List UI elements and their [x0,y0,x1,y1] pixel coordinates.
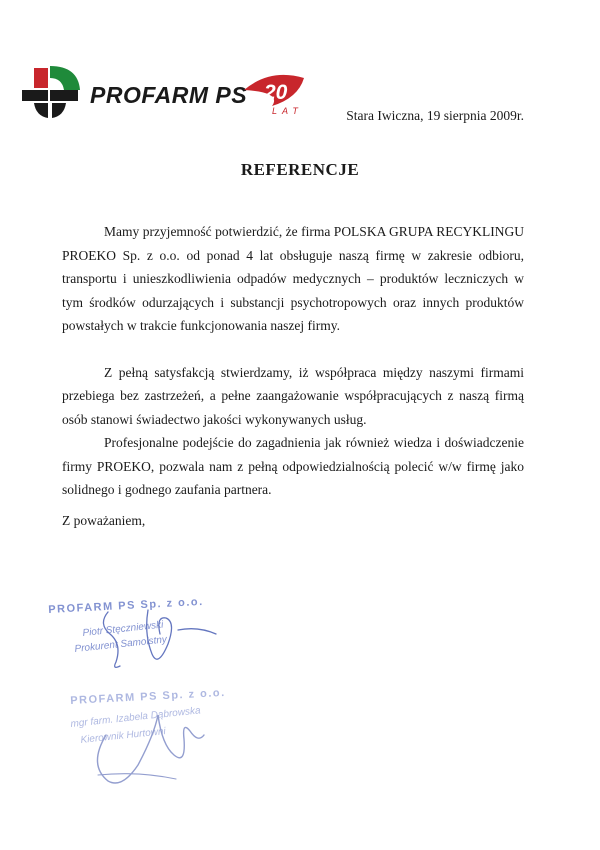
paragraph-3: Profesjonalne podejście do zagadnienia jak również wiedza i doświadczenie firmy PROEKO, pozwala nam z pełną odpowiedzialnością polecić w/w firmę jako solidnego i godnego zaufania partnera. [62,435,524,497]
cross-logo-icon [20,62,84,122]
signature-2-icon [58,695,278,790]
brand-name: PROFARM PS [90,82,248,108]
company-stamp-2 [58,686,278,790]
stamp-2-name: mgr farm. Izabela Dąbrowska [70,705,202,730]
closing-salutation: Z poważaniem, [62,513,146,528]
letter-body [62,220,524,502]
stamp-2-role: Kierownik Hurtowni [80,726,167,746]
stamp-1-company: PROFARM PS Sp. z o.o. [48,595,204,616]
company-logo [20,62,303,122]
company-stamp-1 [48,595,248,674]
stamp-1-name: Piotr Stęczniewski [82,619,164,639]
stamp-2-company: PROFARM PS Sp. z o.o. [70,686,226,707]
anniversary-badge [242,68,308,118]
letter-title: REFERENCJE [240,160,360,179]
anniversary-number: 20 [264,81,288,104]
paragraph-2: Z pełną satysfakcją stwierdzamy, iż współpraca między naszymi firmami przebiega bez zastrzeżeń, a pełne zaangażowanie współpracujących z naszą firmą osób stanowi świadectwo jakości wykonywanych usług. [62,364,524,427]
paragraph-1: Mamy przyjemność potwierdzić, że firma POLSKA GRUPA RECYKLINGU PROEKO Sp. z o.o. od ponad 4 lat obsługuje naszą firmę w zakresie odbioru, transportu i unieszkodliwienia odpadów medycznych – produktów leczniczych w tym środków odurzających i substancji psychotropowych oraz innych produktów powstałych w trakcie funkcjonowania naszej firmy. [62,224,524,333]
stamp-1-role: Prokurent Samoistny [74,634,168,655]
place-and-date: Stara Iwiczna, 19 sierpnia 2009r. [346,108,524,123]
signature-1-icon [48,604,248,674]
anniversary-word: LAT [272,106,303,116]
